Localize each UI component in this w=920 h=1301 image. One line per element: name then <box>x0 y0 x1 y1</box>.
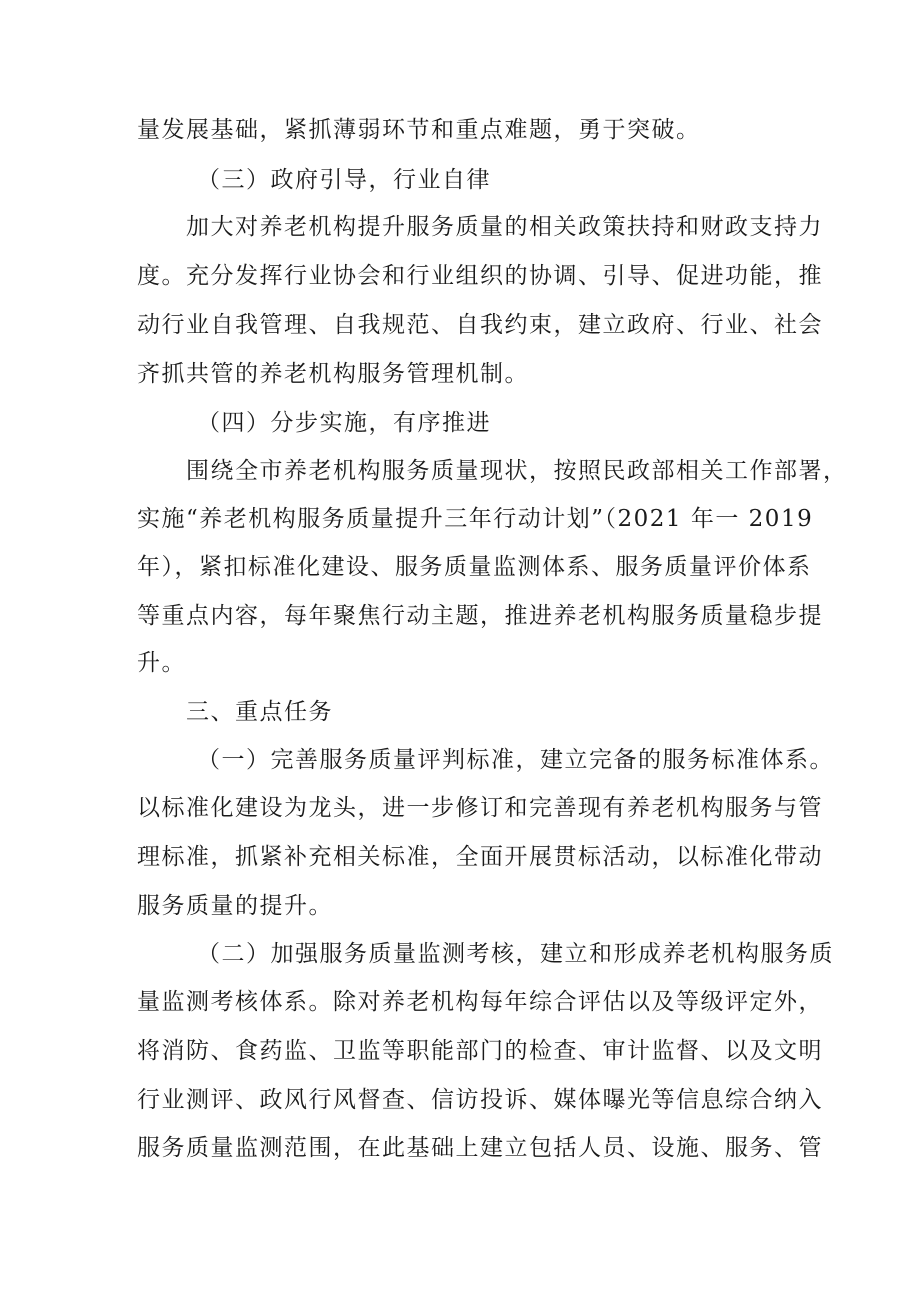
text-line: 服务质量监测范围，在此基础上建立包括人员、设施、服务、管 <box>137 1135 823 1161</box>
text-line: 齐抓共管的养老机构服务管理机制。 <box>137 361 529 387</box>
text-line: 围绕全市养老机构服务质量现状，按照民政部相关工作部署， <box>186 458 848 484</box>
text-line: 以标准化建设为龙头，进一步修订和完善现有养老机构服务与管 <box>137 795 823 821</box>
section-heading: 三、重点任务 <box>186 699 333 725</box>
text-line: （一）完善服务质量评判标准，建立完备的服务标准体系。 <box>197 747 834 773</box>
text-line: 将消防、食药监、卫监等职能部门的检查、审计监督、以及文明 <box>137 1038 823 1064</box>
text-line: 动行业自我管理、自我规范、自我约束，建立政府、行业、社会 <box>137 312 823 338</box>
text-line: 服务质量的提升。 <box>137 893 333 919</box>
text-line: 实施“养老机构服务质量提升三年行动计划”（2021 年一 2019 <box>137 506 814 532</box>
text-line: 度。充分发挥行业协会和行业组织的协调、引导、促进功能，推 <box>137 263 823 289</box>
text-line: 量监测考核体系。除对养老机构每年综合评估以及等级评定外， <box>137 989 823 1015</box>
text-line: 理标准，抓紧补充相关标准，全面开展贯标活动，以标准化带动 <box>137 844 823 870</box>
text-line: 等重点内容，每年聚焦行动主题，推进养老机构服务质量稳步提 <box>137 603 823 629</box>
text-line: 升。 <box>137 650 186 676</box>
text-line: 行业测评、政风行风督查、信访投诉、媒体曝光等信息综合纳入 <box>137 1087 823 1113</box>
text-line: 加大对养老机构提升服务质量的相关政策扶持和财政支持力 <box>186 214 823 240</box>
section-heading: （四）分步实施，有序推进 <box>197 410 491 436</box>
text-line: 年），紧扣标准化建设、服务质量监测体系、服务质量评价体系 <box>137 554 812 580</box>
section-heading: （三）政府引导，行业自律 <box>197 167 491 193</box>
text-line: 量发展基础，紧抓薄弱环节和重点难题，勇于突破。 <box>137 117 701 143</box>
text-line: （二）加强服务质量监测考核，建立和形成养老机构服务质 <box>197 941 834 967</box>
